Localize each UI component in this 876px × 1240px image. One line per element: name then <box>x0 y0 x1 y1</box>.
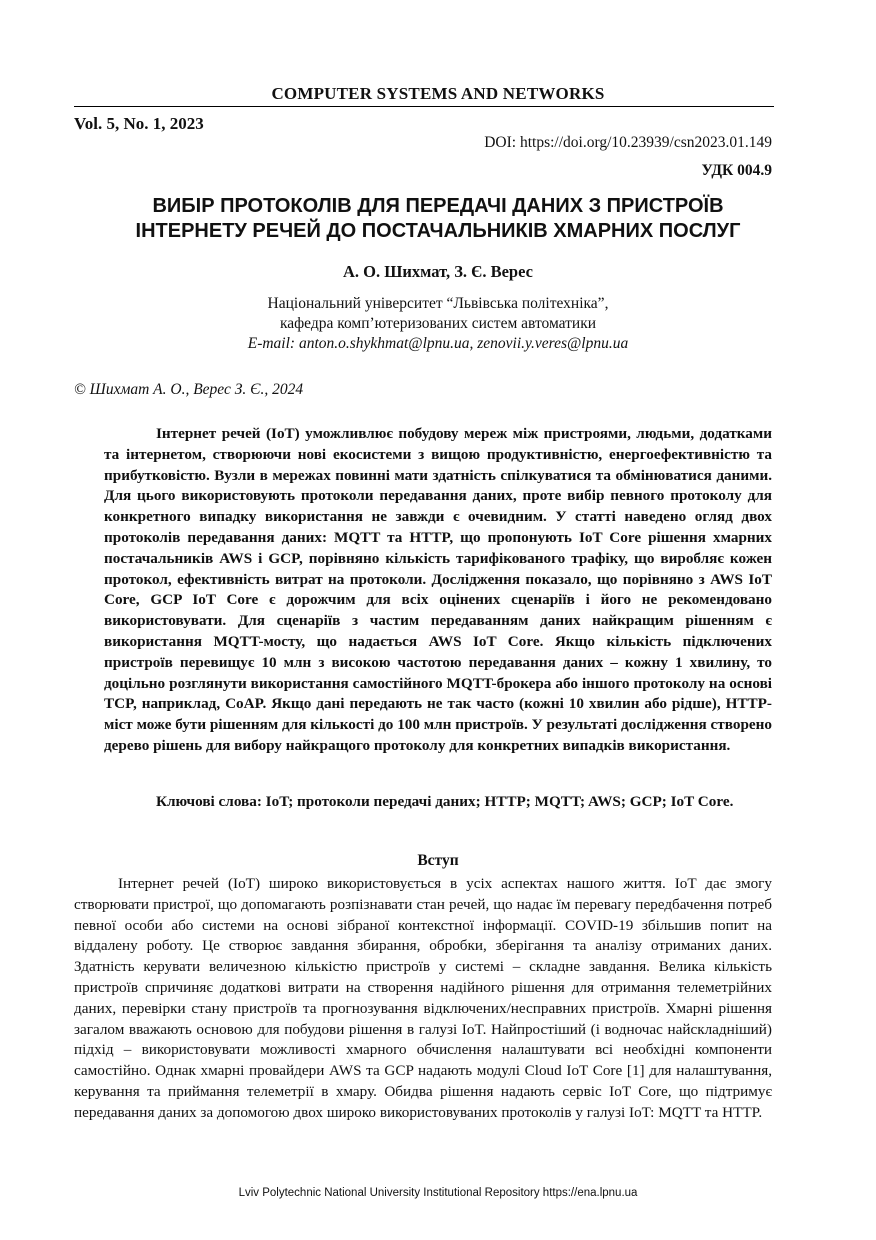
volume-info: Vol. 5, No. 1, 2023 <box>74 114 204 133</box>
abstract: Інтернет речей (IoT) уможливлює побудову мереж між пристроями, людьми, додатками та інтернетом, створюючи нові екосистеми з вищою продуктивністю, енергоефективністю та прибутковістю. Вузли в мережах повинні мати здатність спілкуватися та обмінюватися даними. Для цього використовують протоколи передавання даних, проте вибір певного протоколу для конкретного випадку використання не завжди є очевидним. У статті наведено огляд двох протоколів передавання даних: MQTT та HTTP, що пропонують IoT Core рішення хмарних постачальників AWS і GCP, порівняно кількість тарифікованого трафіку, що виробляє кожен протокол, ефективність витрат на протоколи. Дослідження показало, що порівняно з AWS IoT Core, GCP IoT Core є дорожчим для всіх оцінених сценаріїв і його не рекомендовано використовувати. Для сценаріїв з частим передаванням даних найкращим рішенням є використання MQTT-мосту, що надається AWS IoT Core. Якщо кількість підключених пристроїв перевищує 10 млн з високою частотою передавання даних – кожну 1 хвилину, то доцільно розглянути використання самостійного MQTT-брокера або іншого протоколу на основі TCP, наприклад, CoAP. Якщо дані передають не так часто (кожні 10 хвилин або рідше), HTTP-міст може бути рішенням для кількості до 100 млн пристроїв. У результаті дослідження створено дерево рішень для вибору найкращого протоколу для конкретних випадків використання. <box>104 425 772 754</box>
author-emails[interactable]: E-mail: anton.o.shykhmat@lpnu.ua, zenovii.y.veres@lpnu.ua <box>247 335 629 352</box>
intro-paragraph: Інтернет речей (IoT) широко використовується в усіх аспектах нашого життя. IoT дає змогу створювати пристрої, що допомагають розпізнавати стан речей, що надає їм перевагу передбачення потреб певної особи або системи на основі зібраної контекстної інформації. COVID-19 збільшив попит на віддалену роботу. Це створює завдання збирання, обробки, зберігання та аналізу отриманих даних. Здатність керувати величезною кількістю пристроїв у системі – складне завдання. Велика кількість пристроїв спричиняє додаткові витрати на створення надійного рішення для отримання телеметрійних даних, перевірки стану пристроїв та прогнозування відключених/несправних пристроїв. Хмарні рішення загалом вважають основою для побудови рішення в галузі IoT. Найпростіший (і водночас найскладніший) підхід – використовувати можливості хмарного обчислення налаштувати всі необхідні компоненти самостійно. Однак хмарні провайдери AWS та GCP надають модулі Cloud IoT Core [1] для налаштування, керування та приймання телеметрії в хмару. Обидва рішення надають сервіс IoT Core, що підтримує передавання даних за допомогою двох широко використовуваних протоколів у галузі IoT: MQTT та HTTP. <box>74 875 772 1121</box>
article-title <box>60 194 816 244</box>
header-rule <box>74 106 774 107</box>
journal-name: COMPUTER SYSTEMS AND NETWORKS <box>271 84 605 103</box>
title-line-2: ІНТЕРНЕТУ РЕЧЕЙ ДО ПОСТАЧАЛЬНИКІВ ХМАРНИХ ПОСЛУГ <box>135 220 741 242</box>
intro-heading: Вступ <box>417 852 459 869</box>
title-line-1: ВИБІР ПРОТОКОЛІВ ДЛЯ ПЕРЕДАЧІ ДАНИХ З ПРИСТРОЇВ <box>152 195 724 217</box>
affiliation-university: Національний університет “Львівська політехніка”, <box>267 295 609 312</box>
udk-code: УДК 004.9 <box>701 162 772 179</box>
copyright: © Шихмат А. О., Верес З. Є., 2024 <box>74 381 304 398</box>
doi[interactable]: DOI: https://doi.org/10.23939/csn2023.01.149 <box>484 134 772 151</box>
authors: А. О. Шихмат, З. Є. Верес <box>343 262 533 281</box>
keywords: Ключові слова: IoT; протоколи передачі даних; HTTP; MQTT; AWS; GCP; IoT Core. <box>156 793 734 810</box>
affiliation <box>0 294 876 354</box>
affiliation-department: кафедра комп’ютеризованих систем автоматики <box>279 315 597 332</box>
repository-footer: Lviv Polytechnic National University Institutional Repository https://ena.lpnu.ua <box>238 1187 638 1199</box>
